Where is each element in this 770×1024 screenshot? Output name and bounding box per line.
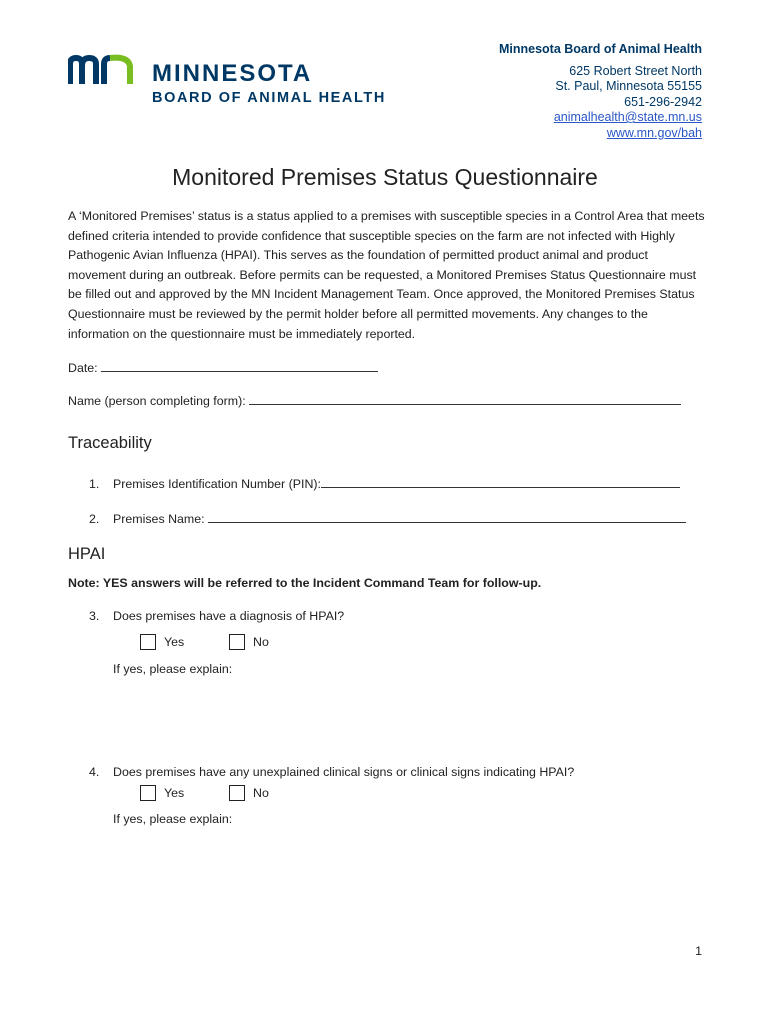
question-4 [89,765,574,779]
q4-text: Does premises have any unexplained clinical signs or clinical signs indicating HPAI? [113,765,575,779]
contact-phone: 651-296-2942 [624,94,702,109]
q4-no-option[interactable] [229,785,269,801]
logo-wordmark: MINNESOTA [152,60,313,87]
question-3 [89,609,344,623]
pin-input-line[interactable] [321,475,680,488]
q3-yes-option[interactable] [140,634,184,650]
q4-explain-label: If yes, please explain: [113,812,233,826]
date-field [68,359,378,375]
q3-explain-label: If yes, please explain: [113,662,233,676]
q3-text: Does premises have a diagnosis of HPAI? [113,609,345,623]
q3-no-label: No [253,635,269,649]
question-1 [89,475,680,491]
q4-no-checkbox[interactable] [229,785,245,801]
logo-subtitle: BOARD OF ANIMAL HEALTH [152,90,386,106]
page-number: 1 [695,944,702,958]
contact-city: St. Paul, Minnesota 55155 [555,79,702,93]
intro-paragraph: A ‘Monitored Premises’ status is a status applied to a premises with susceptible species in a Control Area that meets defined criteria intended to provide confidence that susceptible species on the farm are not infected with Highly Pathogenic Avian Influenza (HPAI). This serves as the foundation of permitted product animal and product movement during an outbreak. Before permits can be requested, a Monitored Premises Status Questionnaire must be filled out and approved by the MN Incident Management Team. Once approved, the Monitored Premises Status Questionnaire must be reviewed by the permit holder before all permitted movements. Any changes to the information on the questionnaire must be immediately reported. [68,209,705,341]
q1-number: 1. [89,477,100,491]
premises-name-input-line[interactable] [208,510,686,523]
page-title: Monitored Premises Status Questionnaire [172,164,598,190]
contact-block [499,42,702,141]
mn-logo-mark-icon [68,54,138,86]
question-2 [89,510,686,526]
date-label: Date: [68,361,102,375]
name-field [68,392,681,408]
contact-street: 625 Robert Street North [569,63,702,78]
q1-label: Premises Identification Number (PIN): [113,477,321,491]
hpai-note: Note: YES answers will be referred to the Incident Command Team for follow-up. [68,576,542,590]
q2-number: 2. [89,512,100,526]
q3-no-checkbox[interactable] [229,634,245,650]
q3-yes-label: Yes [164,635,185,649]
q3-yes-checkbox[interactable] [140,634,156,650]
q4-yes-label: Yes [164,786,185,800]
q3-number: 3. [89,609,100,623]
q3-no-option[interactable] [229,634,269,650]
q4-yes-option[interactable] [140,785,184,801]
q4-yes-checkbox[interactable] [140,785,156,801]
hpai-heading: HPAI [68,545,106,563]
q4-no-label: No [253,786,269,800]
q4-number: 4. [89,765,100,779]
name-input-line[interactable] [249,392,681,405]
traceability-heading: Traceability [68,434,152,452]
date-input-line[interactable] [101,359,378,372]
contact-email-link[interactable]: animalhealth@state.mn.us [553,110,702,124]
name-label: Name (person completing form): [68,394,250,408]
q2-label: Premises Name: [113,512,209,526]
contact-website-link[interactable]: www.mn.gov/bah [606,125,702,140]
mn-logo [68,52,398,112]
contact-org: Minnesota Board of Animal Health [498,42,702,56]
